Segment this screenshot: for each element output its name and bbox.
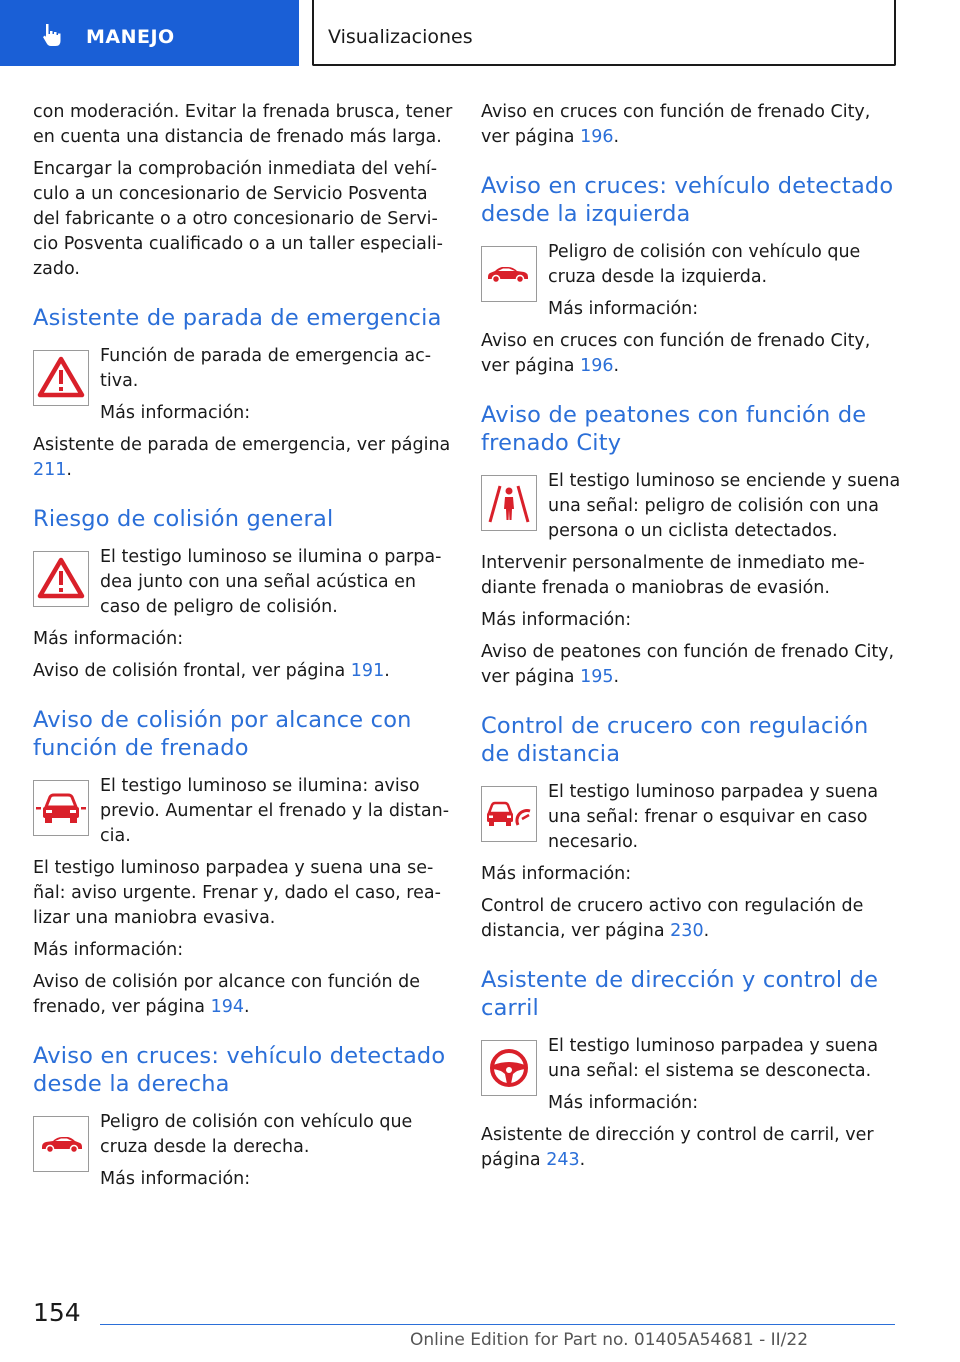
section-title-cross-left: Aviso en cruces: vehículo detectado desde la izquierda [481, 173, 894, 227]
page-link[interactable]: 196 [580, 127, 614, 147]
item-text: Peligro de colisión con vehículo que cruza desde la derecha. [100, 1112, 413, 1157]
item-pedestrian [481, 469, 901, 544]
reference-paragraph: Aviso de peatones con función de frenado City, ver página 195. [481, 642, 895, 687]
car-side-icon [33, 1116, 89, 1172]
reference-paragraph: Aviso en cruces con función de frenado City, ver página 196. [481, 102, 871, 147]
chapter-label: MANEJO [86, 26, 175, 48]
item-text-2: El testigo luminoso parpadea y suena una señal: aviso urgente. Frenar y, dado el caso, realizar una maniobra evasiva. [33, 858, 441, 928]
item-text: Función de parada de emergencia activa. [100, 346, 432, 391]
page-link[interactable]: 191 [350, 661, 385, 681]
edition-text: Online Edition for Part no. 01405A54681 - II/22 [410, 1330, 809, 1350]
item-emergency-stop [33, 344, 453, 426]
reference-paragraph: Aviso de colisión frontal, ver página 191. [33, 661, 390, 681]
more-info-label: Más información: [548, 299, 699, 319]
section-title-lane-control: Asistente de dirección y control de carril [481, 967, 879, 1021]
steering-wheel-icon [481, 1040, 537, 1096]
reference-paragraph: Asistente de dirección y control de carril, ver página 243. [481, 1125, 874, 1170]
more-info-label: Más información: [481, 610, 632, 630]
car-side-icon [481, 246, 537, 302]
footer-divider [100, 1324, 895, 1325]
warning-triangle-icon [33, 350, 89, 406]
page-footer [0, 1290, 960, 1362]
page-link[interactable]: 195 [580, 667, 614, 687]
item-text: El testigo luminoso parpadea y suena una señal: el sistema se desconecta. [548, 1036, 879, 1081]
pedestrian-cyclist-icon [481, 475, 537, 531]
item-text: El testigo luminoso se ilumina: aviso previo. Aumentar el frenado y la distancia. [100, 776, 450, 846]
page-number: 154 [33, 1298, 81, 1327]
section-title-pedestrian: Aviso de peatones con función de frenado City [481, 402, 867, 456]
intro-paragraph-2: Encargar la comprobación inmediata del vehículo a un concesionario de Servicio Posventa del fabricante o a otro concesionario de Servicio Posventa cualificado o a un taller especializado. [33, 159, 443, 279]
page-link[interactable]: 196 [580, 356, 614, 376]
item-cross-left [481, 240, 901, 322]
section-title-cross-right: Aviso en cruces: vehículo detectado desde la derecha [33, 1043, 446, 1097]
page-header [0, 0, 960, 66]
more-info-label: Más información: [481, 864, 632, 884]
page-link[interactable]: 230 [670, 921, 704, 941]
item-rear-collision [33, 774, 453, 849]
item-text: El testigo luminoso parpadea y suena una señal: frenar o esquivar en caso necesario. [548, 782, 879, 852]
section-title-cruise-control: Control de crucero con regulación de distancia [481, 713, 869, 767]
reference-paragraph: Aviso en cruces con función de frenado City, ver página 196. [481, 331, 871, 376]
page-link[interactable]: 211 [33, 460, 67, 480]
warning-triangle-icon [33, 551, 89, 607]
section-label: Visualizaciones [328, 26, 473, 48]
acc-distance-icon [481, 786, 537, 842]
item-cruise-control [481, 780, 901, 855]
section-title-emergency-stop: Asistente de parada de emergencia [33, 305, 442, 331]
item-text-2: Intervenir personalmente de inmediato mediante frenada o maniobras de evasión. [481, 553, 865, 598]
section-title-collision-risk: Riesgo de colisión general [33, 506, 334, 532]
page-link[interactable]: 194 [210, 997, 244, 1017]
hand-pointer-icon [40, 22, 66, 48]
item-collision-risk [33, 545, 453, 620]
section-title-rear-collision: Aviso de colisión por alcance con función de frenado [33, 707, 412, 761]
more-info-label: Más información: [548, 1093, 699, 1113]
item-text: El testigo luminoso se ilumina o parpadea junto con una señal acústica en caso de peligro de colisión. [100, 547, 442, 617]
left-column [33, 100, 453, 1199]
item-text: Peligro de colisión con vehículo que cruza desde la izquierda. [548, 242, 861, 287]
reference-paragraph: Asistente de parada de emergencia, ver página 211. [33, 435, 451, 480]
more-info-label: Más información: [33, 629, 184, 649]
section-tab[interactable] [312, 0, 896, 66]
car-front-icon [33, 780, 89, 836]
reference-paragraph: Aviso de colisión por alcance con función de frenado, ver página 194. [33, 972, 420, 1017]
item-text: El testigo luminoso se enciende y suena una señal: peligro de colisión con una persona o un ciclista detectados. [548, 471, 901, 541]
intro-paragraph-1: con moderación. Evitar la frenada brusca, tener en cuenta una distancia de frenado más larga. [33, 102, 453, 147]
page-link[interactable]: 243 [546, 1150, 580, 1170]
right-column [481, 100, 901, 1180]
reference-paragraph: Control de crucero activo con regulación de distancia, ver página 230. [481, 896, 864, 941]
item-cross-right [33, 1110, 453, 1192]
more-info-label: Más información: [100, 403, 251, 423]
item-lane-control [481, 1034, 901, 1116]
more-info-label: Más información: [100, 1169, 251, 1189]
more-info-label: Más información: [33, 940, 184, 960]
chapter-tab[interactable] [0, 0, 299, 66]
